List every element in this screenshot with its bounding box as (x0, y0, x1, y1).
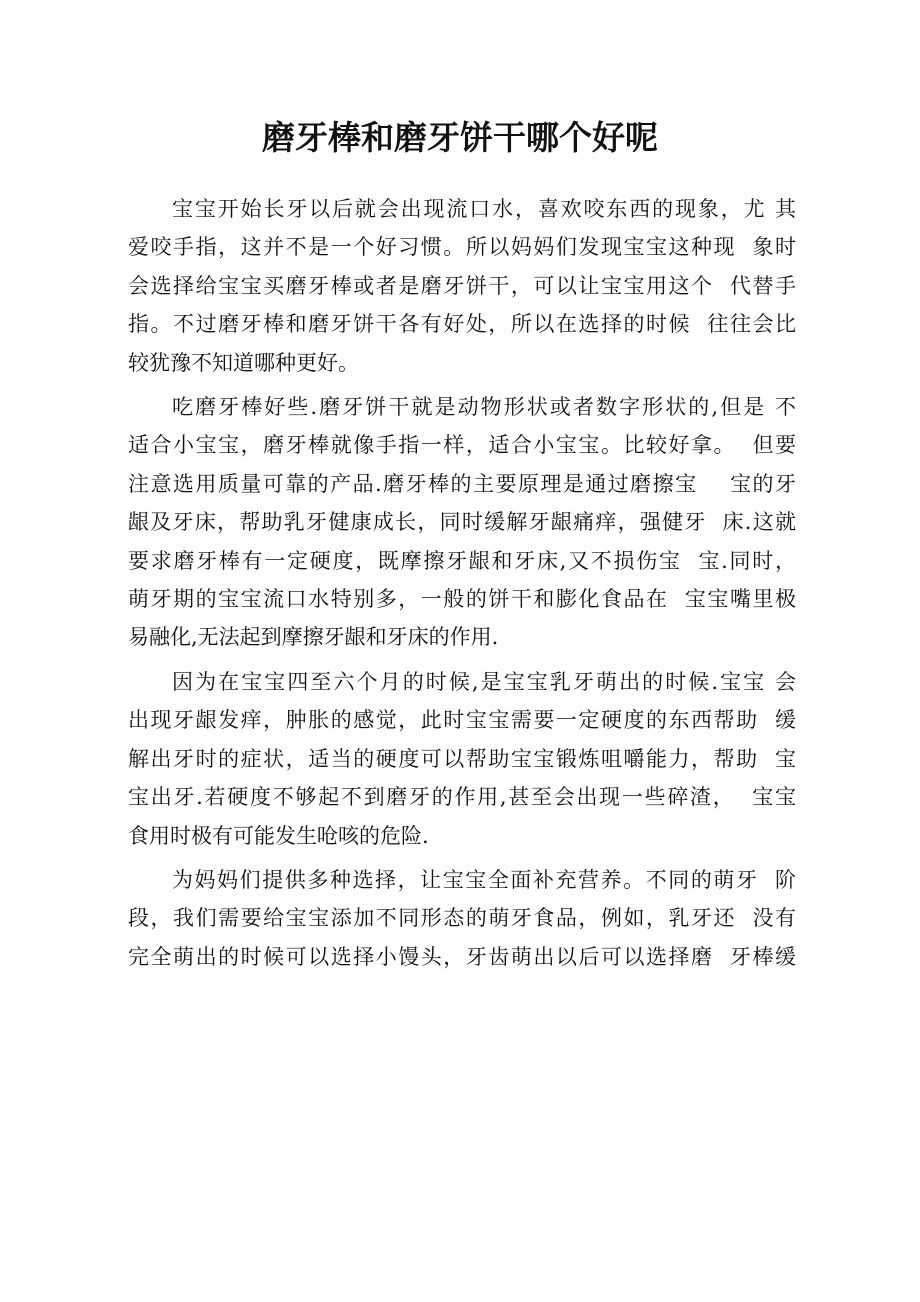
paragraph-line: 注意选用质量可靠的产品.磨牙棒的主要原理是通过磨擦宝 宝的牙 (128, 471, 796, 496)
paragraph-line: 宝出牙.若硬度不够起不到磨牙的作用,甚至会出现一些碎渣， 宝宝 (128, 785, 796, 810)
document-body (128, 190, 796, 982)
paragraph (128, 663, 796, 855)
paragraph-line: 易融化,无法起到摩擦牙龈和牙床的作用. (128, 625, 499, 650)
paragraph-line: 完全萌出的时候可以选择小馒头，牙齿萌出以后可以选择磨 牙棒缓 (128, 944, 796, 969)
paragraph-line: 适合小宝宝，磨牙棒就像手指一样，适合小宝宝。比较好拿。 但要 (128, 433, 796, 458)
paragraph-line: 段，我们需要给宝宝添加不同形态的萌牙食品，例如，乳牙还 没有 (128, 906, 796, 931)
paragraph-line: 宝宝开始长牙以后就会出现流口水，喜欢咬东西的现象，尤 其 (172, 197, 796, 221)
paragraph-line: 较犹豫不知道哪种更好。 (128, 350, 359, 375)
paragraph-line: 解出牙时的症状，适当的硬度可以帮助宝宝锻炼咀嚼能力，帮助 宝 (128, 746, 796, 771)
paragraph-line: 吃磨牙棒好些.磨牙饼干就是动物形状或者数字形状的,但是 不 (172, 395, 796, 420)
paragraph-line: 爱咬手指，这并不是一个好习惯。所以妈妈们发现宝宝这种现 象时 (128, 235, 796, 260)
document-title: 磨牙棒和磨牙饼干哪个好呢 (262, 118, 658, 157)
paragraph-line: 萌牙期的宝宝流口水特别多，一般的饼干和膨化食品在 宝宝嘴里极 (128, 587, 796, 612)
paragraph-line: 龈及牙床，帮助乳牙健康成长，同时缓解牙龈痛痒，强健牙 床.这就 (128, 510, 796, 535)
paragraph-line: 为妈妈们提供多种选择，让宝宝全面补充营养。不同的萌牙 阶 (172, 867, 796, 892)
paragraph (128, 861, 796, 976)
paragraph-line: 食用时极有可能发生呛咳的危险. (128, 823, 429, 848)
paragraph-line: 要求磨牙棒有一定硬度，既摩擦牙龈和牙床,又不损伤宝 宝.同时， (128, 548, 796, 573)
paragraph-line: 出现牙龈发痒，肿胀的感觉，此时宝宝需要一定硬度的东西帮助 缓 (128, 708, 796, 733)
paragraph (128, 388, 796, 657)
paragraph (128, 190, 796, 382)
paragraph-line: 会选择给宝宝买磨牙棒或者是磨牙饼干，可以让宝宝用这个 代替手 (128, 273, 796, 298)
paragraph-line: 指。不过磨牙棒和磨牙饼干各有好处，所以在选择的时候 往往会比 (128, 312, 796, 337)
paragraph-line: 因为在宝宝四至六个月的时候,是宝宝乳牙萌出的时候.宝宝 会 (172, 669, 796, 694)
